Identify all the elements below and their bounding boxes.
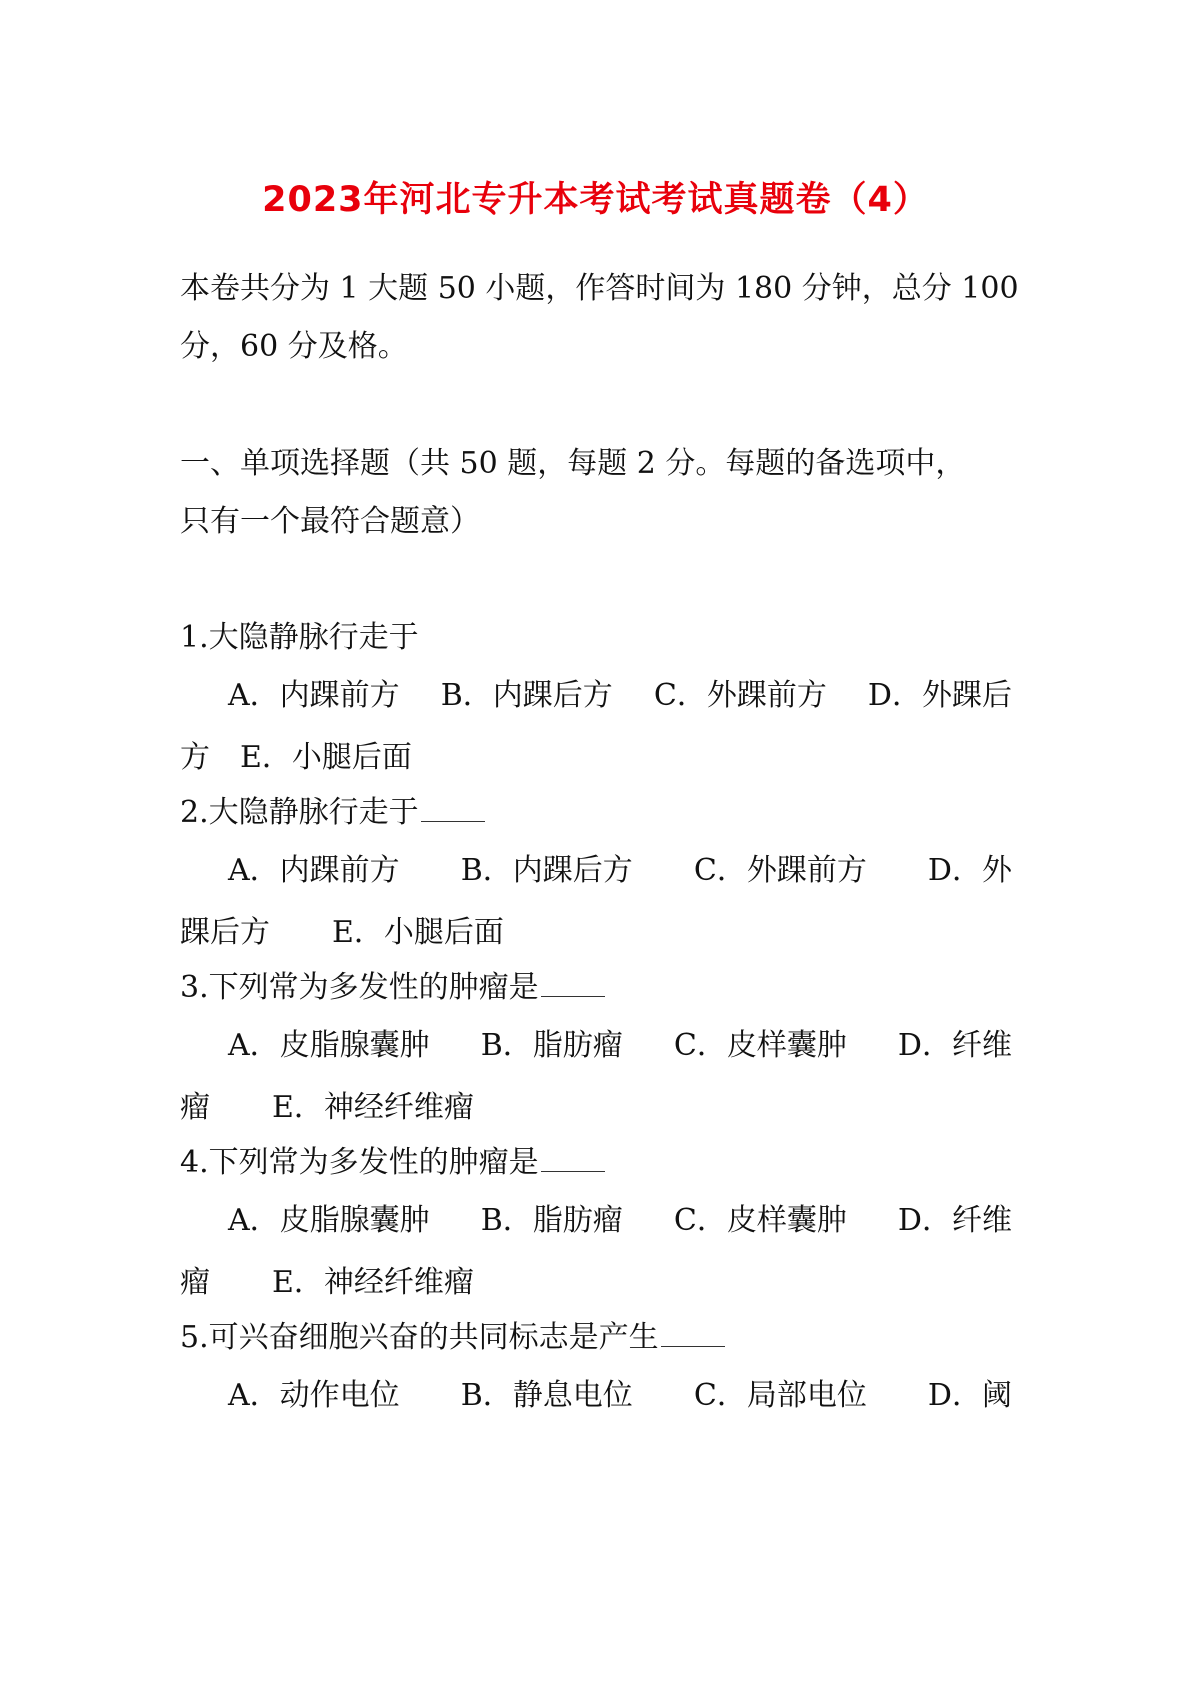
option-e: E．神经纤维瘤: [272, 1265, 474, 1300]
option-d: D．外: [927, 853, 1012, 888]
question-5-options: [180, 1365, 1012, 1427]
option-d-continued: 瘤: [180, 1265, 210, 1300]
option-e: E．小腿后面: [332, 915, 504, 950]
intro-line-2: 分，60 分及格。: [180, 329, 408, 364]
answer-blank: [661, 1324, 725, 1347]
answer-blank: [541, 1149, 605, 1172]
option-d-continued: 踝后方: [180, 915, 270, 950]
option-b: B．脂肪瘤: [480, 1028, 623, 1063]
option-b: B．静息电位: [460, 1378, 633, 1413]
option-b: B．内踝后方: [460, 853, 633, 888]
option-d: D．外踝后: [867, 678, 1012, 713]
section-heading-line-2: 只有一个最符合题意）: [180, 504, 480, 539]
answer-blank: [541, 974, 605, 997]
question-4-options: [180, 1190, 1012, 1314]
option-b: B．脂肪瘤: [480, 1203, 623, 1238]
option-e: E．神经纤维瘤: [272, 1090, 474, 1125]
option-c: C．局部电位: [693, 1378, 867, 1413]
question-stem-text: 4.下列常为多发性的肿瘤是: [180, 1145, 539, 1180]
answer-blank: [421, 799, 485, 822]
option-b: B．内踝后方: [440, 678, 613, 713]
question-1-options: [180, 665, 1012, 789]
question-stem-text: 5.可兴奋细胞兴奋的共同标志是产生: [180, 1320, 659, 1355]
question-5-stem: [180, 1307, 1012, 1369]
question-1-stem: [180, 607, 1012, 669]
option-c: C．外踝前方: [653, 678, 827, 713]
option-c: C．皮样囊肿: [673, 1028, 847, 1063]
option-d-continued: 方: [180, 740, 210, 775]
question-2-stem: [180, 782, 1012, 844]
section-heading-line-1: 一、单项选择题（共 50 题，每题 2 分。每题的备选项中，: [180, 446, 966, 481]
option-a: A．内踝前方: [228, 853, 400, 888]
question-3-options: [180, 1015, 1012, 1139]
option-a: A．内踝前方: [228, 678, 400, 713]
question-2-options: [180, 840, 1012, 964]
option-c: C．外踝前方: [693, 853, 867, 888]
option-c: C．皮样囊肿: [673, 1203, 847, 1238]
question-stem-text: 3.下列常为多发性的肿瘤是: [180, 970, 539, 1005]
question-stem-text: 2.大隐静脉行走于: [180, 795, 419, 830]
intro-line-1: 本卷共分为 1 大题 50 小题，作答时间为 180 分钟，总分 100: [180, 271, 1019, 306]
option-d: D．纤维: [897, 1203, 1012, 1238]
question-stem-text: 1.大隐静脉行走于: [180, 620, 419, 655]
option-a: A．动作电位: [228, 1378, 400, 1413]
question-3-stem: [180, 957, 1012, 1019]
option-a: A．皮脂腺囊肿: [228, 1203, 430, 1238]
option-d-continued: 瘤: [180, 1090, 210, 1125]
option-d: D．纤维: [897, 1028, 1012, 1063]
question-4-stem: [180, 1132, 1012, 1194]
page-title: 2023年河北专升本考试考试真题卷（4）: [262, 180, 929, 220]
option-e: E．小腿后面: [240, 740, 412, 775]
option-d: D．阈: [927, 1378, 1012, 1413]
option-a: A．皮脂腺囊肿: [228, 1028, 430, 1063]
